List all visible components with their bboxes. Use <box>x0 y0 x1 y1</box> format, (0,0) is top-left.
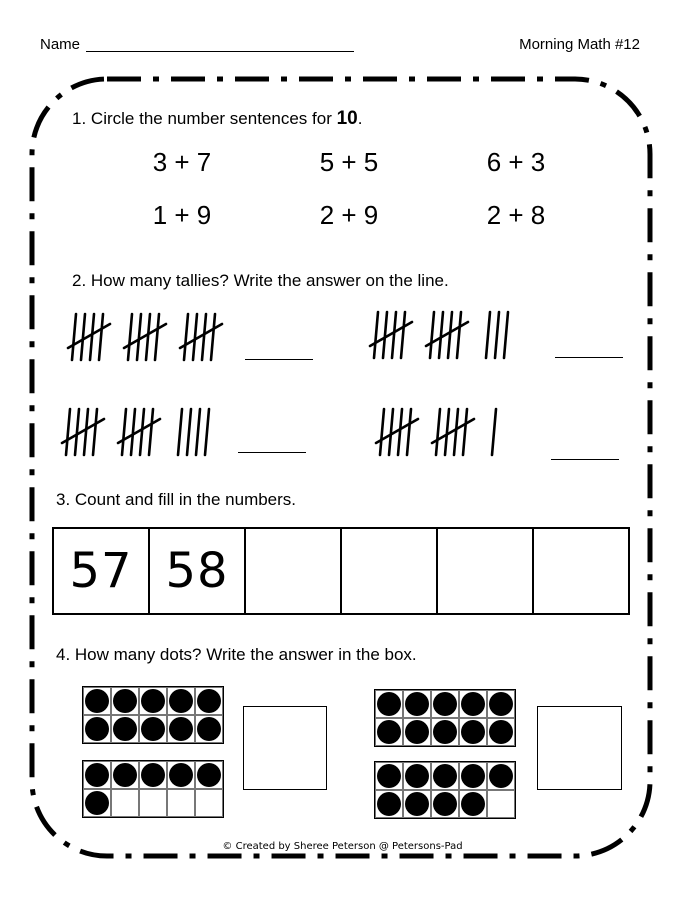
answer-box[interactable] <box>537 706 622 790</box>
ten-frame-cell <box>459 690 487 718</box>
ten-frame-cell <box>403 762 431 790</box>
tally-mark <box>504 312 508 358</box>
sentence-item[interactable]: 5 + 5 <box>319 147 379 177</box>
sentence-item[interactable]: 3 + 7 <box>152 147 212 177</box>
dot <box>461 720 485 744</box>
dot <box>169 763 193 787</box>
ten-frame <box>374 761 516 819</box>
q3-prompt: 3. Count and fill in the numbers. <box>56 490 297 509</box>
ten-frame-cell <box>83 715 111 743</box>
ten-frame-cell <box>431 690 459 718</box>
ten-frame-cell <box>375 690 403 718</box>
dot <box>489 692 513 716</box>
tally-mark <box>84 409 88 455</box>
ten-frame-cell <box>431 762 459 790</box>
tally-mark <box>128 314 132 360</box>
dot <box>141 717 165 741</box>
q4-prompt: 4. How many dots? Write the answer in the box. <box>56 645 417 664</box>
dot <box>377 692 401 716</box>
dot <box>113 689 137 713</box>
dot <box>433 792 457 816</box>
q1-number: 1. <box>72 109 87 128</box>
dot <box>461 692 485 716</box>
dot <box>405 692 429 716</box>
ten-frame-cell <box>375 762 403 790</box>
q1-period: . <box>357 109 363 128</box>
number-cell[interactable] <box>246 529 342 613</box>
tally-mark <box>383 312 387 358</box>
ten-frame-cell <box>459 790 487 818</box>
sentence-item[interactable]: 2 + 9 <box>319 200 379 230</box>
tally-mark <box>445 409 449 455</box>
ten-frame-cell <box>111 715 139 743</box>
dot <box>405 792 429 816</box>
dot <box>169 689 193 713</box>
tally-group <box>68 310 238 365</box>
ten-frame-cell <box>111 687 139 715</box>
tally-mark <box>99 314 103 360</box>
number-cell[interactable] <box>534 529 628 613</box>
ten-frame-cell <box>431 718 459 746</box>
tally-mark <box>492 409 496 455</box>
dot <box>113 763 137 787</box>
tally-mark <box>196 409 200 455</box>
ten-frame-cell <box>487 690 515 718</box>
tally-mark <box>149 409 153 455</box>
tally-mark <box>392 312 396 358</box>
dot <box>377 792 401 816</box>
ten-frame-cell <box>403 690 431 718</box>
ten-frame-cell <box>139 687 167 715</box>
ten-frame-cell <box>167 789 195 817</box>
dot <box>197 717 221 741</box>
tally-mark <box>407 409 411 455</box>
ten-frame-cell <box>195 715 223 743</box>
name-label: Name <box>40 36 81 53</box>
dot <box>141 763 165 787</box>
tally-mark <box>463 409 467 455</box>
tally-mark <box>75 409 79 455</box>
tally-group <box>370 308 540 363</box>
answer-line[interactable] <box>245 359 313 360</box>
sentence-item[interactable]: 1 + 9 <box>152 200 212 230</box>
dot <box>405 720 429 744</box>
answer-line[interactable] <box>551 459 619 460</box>
number-cell[interactable] <box>342 529 438 613</box>
dot <box>141 689 165 713</box>
ten-frame <box>82 686 224 744</box>
dot <box>377 764 401 788</box>
credit-text: © Created by Sheree Peterson @ Petersons-Pad <box>222 841 463 852</box>
sheet-title: Morning Math #12 <box>519 36 640 53</box>
ten-frame-cell <box>167 715 195 743</box>
ten-frame-cell <box>139 715 167 743</box>
ten-frame-cell <box>83 687 111 715</box>
number-cell[interactable] <box>438 529 534 613</box>
tally-mark <box>122 409 126 455</box>
q1-text: Circle the number sentences for <box>90 109 332 128</box>
tally-mark <box>436 409 440 455</box>
tally-mark <box>131 409 135 455</box>
answer-box[interactable] <box>243 706 327 790</box>
ten-frame-cell <box>487 790 515 818</box>
tally-mark <box>401 312 405 358</box>
tally-mark <box>187 409 191 455</box>
ten-frame-cell <box>375 718 403 746</box>
number-strip <box>52 527 630 615</box>
tally-mark <box>193 314 197 360</box>
ten-frame-cell <box>459 762 487 790</box>
tally-mark <box>72 314 76 360</box>
tally-mark <box>146 314 150 360</box>
ten-frame-cell <box>139 761 167 789</box>
tally-mark <box>81 314 85 360</box>
tally-mark <box>495 312 499 358</box>
tally-mark <box>430 312 434 358</box>
dot <box>405 764 429 788</box>
dot <box>433 764 457 788</box>
tally-mark <box>486 312 490 358</box>
ten-frame <box>374 689 516 747</box>
tally-mark <box>178 409 182 455</box>
q1-prompt <box>72 108 362 130</box>
dot <box>461 764 485 788</box>
tally-mark <box>140 409 144 455</box>
q2-prompt: 2. How many tallies? Write the answer on the line. <box>72 271 449 290</box>
tally-mark <box>380 409 384 455</box>
dot <box>85 689 109 713</box>
dot <box>433 692 457 716</box>
ten-frame-cell <box>111 789 139 817</box>
ten-frame-cell <box>403 718 431 746</box>
tally-mark <box>184 314 188 360</box>
dot <box>489 764 513 788</box>
ten-frame-cell <box>431 790 459 818</box>
tally-mark <box>137 314 141 360</box>
ten-frame-cell <box>195 761 223 789</box>
q1-target: 10 <box>336 108 358 129</box>
tally-mark <box>93 409 97 455</box>
tally-mark <box>457 312 461 358</box>
ten-frame-cell <box>139 789 167 817</box>
tally-mark <box>211 314 215 360</box>
tally-mark <box>90 314 94 360</box>
ten-frame-cell <box>375 790 403 818</box>
sentence-item[interactable]: 6 + 3 <box>486 147 546 177</box>
ten-frame-cell <box>167 761 195 789</box>
number-cell: 58 <box>150 529 246 613</box>
tally-group <box>62 405 232 460</box>
ten-frame-cell <box>195 789 223 817</box>
ten-frame-cell <box>403 790 431 818</box>
answer-line[interactable] <box>555 357 623 358</box>
tally-mark <box>374 312 378 358</box>
dot <box>197 763 221 787</box>
tally-group <box>376 405 546 460</box>
number-cell: 57 <box>54 529 150 613</box>
dot <box>433 720 457 744</box>
answer-line[interactable] <box>238 452 306 453</box>
dot <box>377 720 401 744</box>
dot <box>85 763 109 787</box>
ten-frame <box>82 760 224 818</box>
ten-frame-cell <box>111 761 139 789</box>
ten-frame-cell <box>195 687 223 715</box>
ten-frame-cell <box>167 687 195 715</box>
tally-mark <box>439 312 443 358</box>
dot <box>85 717 109 741</box>
tally-mark <box>202 314 206 360</box>
tally-mark <box>389 409 393 455</box>
sentence-item[interactable]: 2 + 8 <box>486 200 546 230</box>
dot <box>197 689 221 713</box>
dot <box>461 792 485 816</box>
tally-mark <box>155 314 159 360</box>
tally-mark <box>448 312 452 358</box>
ten-frame-cell <box>459 718 487 746</box>
dot <box>113 717 137 741</box>
tally-mark <box>454 409 458 455</box>
tally-mark <box>205 409 209 455</box>
dot <box>169 717 193 741</box>
ten-frame-cell <box>487 718 515 746</box>
dot <box>489 720 513 744</box>
tally-mark <box>398 409 402 455</box>
ten-frame-cell <box>83 789 111 817</box>
ten-frame-cell <box>83 761 111 789</box>
tally-mark <box>66 409 70 455</box>
ten-frame-cell <box>487 762 515 790</box>
dot <box>85 791 109 815</box>
